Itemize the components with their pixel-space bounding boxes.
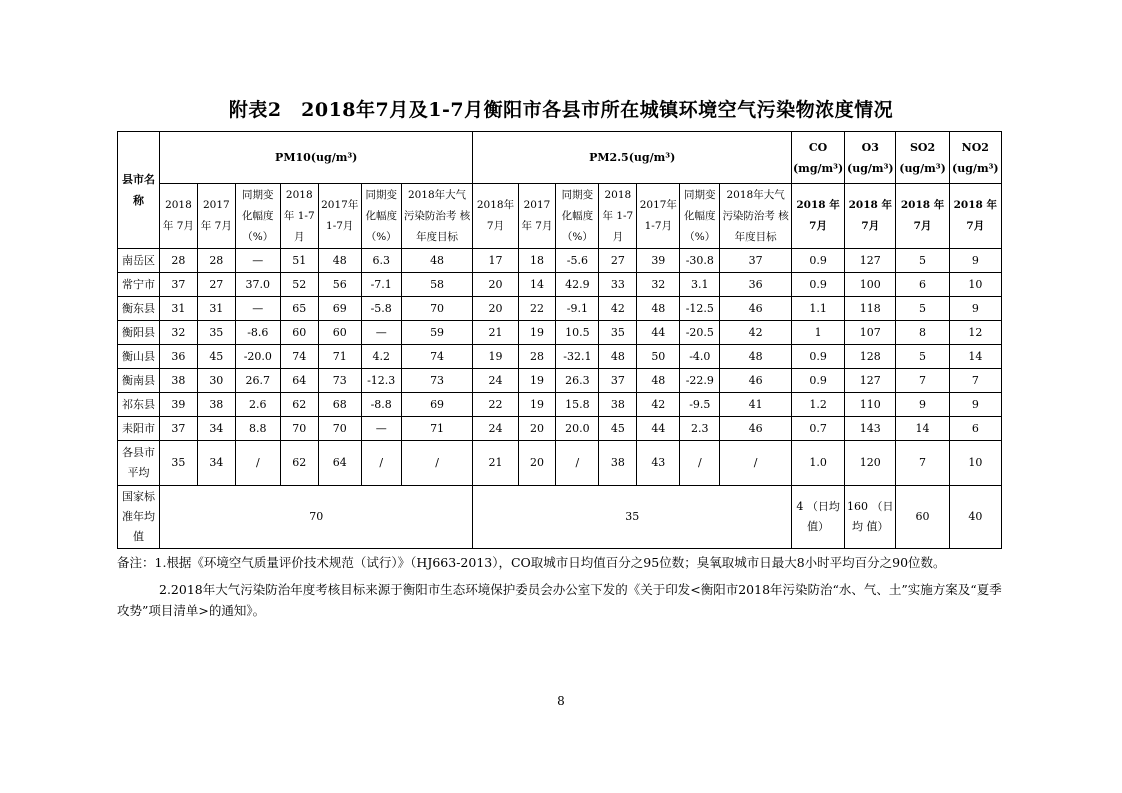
- pm10-ytd2017-header: 2017年 1-7月: [318, 184, 361, 249]
- table-cell: 5: [896, 297, 949, 321]
- table-cell: 50: [637, 345, 680, 369]
- so2-header: SO2 (ug/m³): [896, 132, 949, 184]
- table-cell: 22: [473, 393, 518, 417]
- so2-jul2018-header: 2018 年 7月: [896, 184, 949, 249]
- row-label: 南岳区: [118, 249, 160, 273]
- table-cell: 39: [159, 393, 197, 417]
- table-cell: 70: [401, 297, 473, 321]
- row-label: 耒阳市: [118, 417, 160, 441]
- table-cell: 41: [720, 393, 792, 417]
- table-cell: 24: [473, 417, 518, 441]
- pm25-target-header: 2018年大气 污染防治考 核年度目标: [720, 184, 792, 249]
- pm10-yoy-header: 同期变 化幅度 （%）: [235, 184, 280, 249]
- table-cell: 56: [318, 273, 361, 297]
- table-cell: 48: [637, 297, 680, 321]
- row-label: 衡东县: [118, 297, 160, 321]
- table-cell: 5: [896, 249, 949, 273]
- table-cell: -32.1: [556, 345, 599, 369]
- notes: [117, 552, 1007, 621]
- table-cell: 73: [318, 369, 361, 393]
- table-cell: 64: [280, 369, 318, 393]
- table-cell: 37: [599, 369, 637, 393]
- table-cell: 42: [637, 393, 680, 417]
- table-cell: 48: [401, 249, 473, 273]
- table-cell: 2.6: [235, 393, 280, 417]
- pollution-table: [117, 131, 1002, 549]
- table-cell: 74: [280, 345, 318, 369]
- table-cell: 36: [720, 273, 792, 297]
- table-cell: 62: [280, 441, 318, 486]
- table-cell: 10.5: [556, 321, 599, 345]
- table-cell: 48: [720, 345, 792, 369]
- table-cell: -8.8: [361, 393, 401, 417]
- table-cell: 8: [896, 321, 949, 345]
- table-cell: -8.6: [235, 321, 280, 345]
- table-cell: -30.8: [680, 249, 720, 273]
- pm10-jul2018-header: 2018年 7月: [159, 184, 197, 249]
- table-cell: 35: [159, 441, 197, 486]
- table-row: [118, 297, 1002, 321]
- table-cell: 45: [197, 345, 235, 369]
- table-cell: 12: [949, 321, 1001, 345]
- table-cell: 100: [845, 273, 896, 297]
- table-cell: 20: [473, 273, 518, 297]
- table-cell: 19: [518, 393, 556, 417]
- standard-pm25: 35: [473, 486, 792, 549]
- table-cell: —: [361, 417, 401, 441]
- table-cell: 1.2: [791, 393, 844, 417]
- table-cell: 36: [159, 345, 197, 369]
- note-2: 2.2018年大气污染防治年度考核目标来源于衡阳市生态环境保护委员会办公室下发的《关于印发<衡阳市2018年污染防治“水、气、土”实施方案及“夏季攻势”项目清单>的通知》。: [117, 582, 1002, 618]
- standard-so2: 60: [896, 486, 949, 549]
- table-cell: 9: [949, 249, 1001, 273]
- table-cell: -12.3: [361, 369, 401, 393]
- table-cell: 0.9: [791, 249, 844, 273]
- table-cell: 8.8: [235, 417, 280, 441]
- pm10-target-header: 2018年大气 污染防治考 核年度目标: [401, 184, 473, 249]
- table-cell: 1: [791, 321, 844, 345]
- table-cell: 7: [949, 369, 1001, 393]
- standard-no2: 40: [949, 486, 1001, 549]
- table-row: [118, 273, 1002, 297]
- table-cell: -4.0: [680, 345, 720, 369]
- table-title: 附表2 2018年7月及1-7月衡阳市各县市所在城镇环境空气污染物浓度情况: [228, 99, 894, 121]
- page-number: 8: [557, 694, 565, 708]
- table-cell: /: [361, 441, 401, 486]
- table-cell: 42: [720, 321, 792, 345]
- table-cell: 64: [318, 441, 361, 486]
- table-cell: 20.0: [556, 417, 599, 441]
- table-cell: 14: [896, 417, 949, 441]
- table-row: [118, 393, 1002, 417]
- pm10-ytd2018-header: 2018年 1-7月: [280, 184, 318, 249]
- table-cell: 35: [197, 321, 235, 345]
- table-cell: 37: [720, 249, 792, 273]
- pm10-header: PM10(ug/m³): [159, 132, 472, 184]
- pm10-yoy2-header: 同期变 化幅度 （%）: [361, 184, 401, 249]
- pm25-header: PM2.5(ug/m³): [473, 132, 792, 184]
- table-cell: 6: [896, 273, 949, 297]
- table-cell: 73: [401, 369, 473, 393]
- table-cell: 38: [599, 393, 637, 417]
- table-cell: 58: [401, 273, 473, 297]
- table-cell: 9: [949, 297, 1001, 321]
- table-cell: 42.9: [556, 273, 599, 297]
- table-cell: 27: [197, 273, 235, 297]
- table-cell: 127: [845, 369, 896, 393]
- table-cell: 7: [896, 441, 949, 486]
- table-cell: —: [361, 321, 401, 345]
- table-cell: 68: [318, 393, 361, 417]
- row-label: 衡南县: [118, 369, 160, 393]
- table-cell: 19: [518, 369, 556, 393]
- table-cell: 21: [473, 441, 518, 486]
- table-cell: 110: [845, 393, 896, 417]
- table-cell: 46: [720, 417, 792, 441]
- table-cell: /: [720, 441, 792, 486]
- table-cell: 14: [518, 273, 556, 297]
- table-cell: 118: [845, 297, 896, 321]
- pm25-jul2018-header: 2018年 7月: [473, 184, 518, 249]
- table-cell: /: [680, 441, 720, 486]
- row-label: 衡山县: [118, 345, 160, 369]
- table-cell: 7: [896, 369, 949, 393]
- table-cell: 48: [318, 249, 361, 273]
- o3-jul2018-header: 2018 年 7月: [845, 184, 896, 249]
- standard-o3: 160 （日均 值）: [845, 486, 896, 549]
- note-1: 备注：1.根据《环境空气质量评价技术规范（试行）》（HJ663-2013），CO取城市日均值百分之95位数；臭氧取城市日最大8小时平均百分之90位数。: [117, 555, 946, 570]
- table-cell: 4.2: [361, 345, 401, 369]
- no2-jul2018-header: 2018 年 7月: [949, 184, 1001, 249]
- table-cell: 1.1: [791, 297, 844, 321]
- row-label: 衡阳县: [118, 321, 160, 345]
- table-cell: 46: [720, 369, 792, 393]
- table-cell: 30: [197, 369, 235, 393]
- table-cell: —: [235, 249, 280, 273]
- table-cell: /: [235, 441, 280, 486]
- table-cell: 38: [159, 369, 197, 393]
- table-cell: 14: [949, 345, 1001, 369]
- table-cell: 28: [518, 345, 556, 369]
- table-cell: 37: [159, 273, 197, 297]
- table-cell: 1.0: [791, 441, 844, 486]
- table-row: [118, 441, 1002, 486]
- table-cell: 42: [599, 297, 637, 321]
- table-row: [118, 321, 1002, 345]
- table-cell: 69: [401, 393, 473, 417]
- pm25-jul2017-header: 2017年 7月: [518, 184, 556, 249]
- table-cell: 70: [318, 417, 361, 441]
- table-cell: 6.3: [361, 249, 401, 273]
- table-cell: 51: [280, 249, 318, 273]
- co-jul2018-header: 2018 年 7月: [791, 184, 844, 249]
- table-cell: -9.5: [680, 393, 720, 417]
- table-cell: 26.3: [556, 369, 599, 393]
- table-row: [118, 345, 1002, 369]
- table-cell: 2.3: [680, 417, 720, 441]
- standard-co: 4 （日均值）: [791, 486, 844, 549]
- table-cell: 26.7: [235, 369, 280, 393]
- table-cell: 69: [318, 297, 361, 321]
- table-cell: 6: [949, 417, 1001, 441]
- table-cell: 15.8: [556, 393, 599, 417]
- no2-header: NO2 (ug/m³): [949, 132, 1001, 184]
- co-header: CO (mg/m³): [791, 132, 844, 184]
- table-cell: 34: [197, 441, 235, 486]
- table-cell: 43: [637, 441, 680, 486]
- table-cell: 45: [599, 417, 637, 441]
- table-cell: 19: [473, 345, 518, 369]
- table-cell: 34: [197, 417, 235, 441]
- table-cell: 35: [599, 321, 637, 345]
- table-cell: 39: [637, 249, 680, 273]
- table-cell: 31: [197, 297, 235, 321]
- standard-row-label: 国家标 准年均 值: [118, 486, 160, 549]
- table-cell: 44: [637, 321, 680, 345]
- table-cell: 60: [280, 321, 318, 345]
- table-body: [118, 249, 1002, 486]
- pm10-jul2017-header: 2017年 7月: [197, 184, 235, 249]
- table-cell: -5.8: [361, 297, 401, 321]
- pm25-ytd2017-header: 2017年 1-7月: [637, 184, 680, 249]
- table-cell: -7.1: [361, 273, 401, 297]
- table-cell: 20: [518, 417, 556, 441]
- table-row: [118, 417, 1002, 441]
- table-cell: -12.5: [680, 297, 720, 321]
- table-cell: 59: [401, 321, 473, 345]
- table-cell: 28: [197, 249, 235, 273]
- table-cell: 0.9: [791, 273, 844, 297]
- table-cell: 10: [949, 273, 1001, 297]
- table-cell: 22: [518, 297, 556, 321]
- table-cell: 9: [949, 393, 1001, 417]
- table-cell: /: [401, 441, 473, 486]
- table-cell: 21: [473, 321, 518, 345]
- table-cell: -20.0: [235, 345, 280, 369]
- table-cell: 20: [473, 297, 518, 321]
- table-cell: 71: [401, 417, 473, 441]
- table-cell: 32: [159, 321, 197, 345]
- table-cell: 33: [599, 273, 637, 297]
- table-row: [118, 249, 1002, 273]
- table-cell: 3.1: [680, 273, 720, 297]
- table-cell: 24: [473, 369, 518, 393]
- table-cell: 27: [599, 249, 637, 273]
- table-cell: 44: [637, 417, 680, 441]
- table-cell: 60: [318, 321, 361, 345]
- table-cell: 70: [280, 417, 318, 441]
- table-cell: 20: [518, 441, 556, 486]
- table-cell: 48: [637, 369, 680, 393]
- table-cell: 0.7: [791, 417, 844, 441]
- table-cell: 143: [845, 417, 896, 441]
- table-cell: 128: [845, 345, 896, 369]
- table-cell: 37.0: [235, 273, 280, 297]
- row-label: 祁东县: [118, 393, 160, 417]
- table-cell: -9.1: [556, 297, 599, 321]
- table-cell: 38: [197, 393, 235, 417]
- table-cell: 52: [280, 273, 318, 297]
- table-cell: 28: [159, 249, 197, 273]
- table-cell: 107: [845, 321, 896, 345]
- table-cell: -22.9: [680, 369, 720, 393]
- table-cell: 127: [845, 249, 896, 273]
- row-label: 各县市 平均: [118, 441, 160, 486]
- table-cell: 18: [518, 249, 556, 273]
- pm25-yoy2-header: 同期变 化幅度 （%）: [680, 184, 720, 249]
- table-cell: —: [235, 297, 280, 321]
- table-cell: 9: [896, 393, 949, 417]
- table-cell: -20.5: [680, 321, 720, 345]
- pm25-ytd2018-header: 2018年 1-7月: [599, 184, 637, 249]
- table-cell: 32: [637, 273, 680, 297]
- row-label: 常宁市: [118, 273, 160, 297]
- table-cell: 62: [280, 393, 318, 417]
- table-cell: 38: [599, 441, 637, 486]
- pm25-yoy-header: 同期变 化幅度 （%）: [556, 184, 599, 249]
- standard-pm10: 70: [159, 486, 472, 549]
- table-cell: 10: [949, 441, 1001, 486]
- table-cell: 31: [159, 297, 197, 321]
- table-cell: 19: [518, 321, 556, 345]
- table-cell: 71: [318, 345, 361, 369]
- table-cell: 5: [896, 345, 949, 369]
- table-cell: 48: [599, 345, 637, 369]
- table-row: [118, 369, 1002, 393]
- table-cell: /: [556, 441, 599, 486]
- table-cell: 17: [473, 249, 518, 273]
- o3-header: O3 (ug/m³): [845, 132, 896, 184]
- table-cell: 65: [280, 297, 318, 321]
- county-header: 县市名称: [118, 132, 160, 249]
- table-cell: 37: [159, 417, 197, 441]
- table-cell: 46: [720, 297, 792, 321]
- table-cell: 0.9: [791, 345, 844, 369]
- table-cell: 120: [845, 441, 896, 486]
- table-cell: 74: [401, 345, 473, 369]
- table-cell: 0.9: [791, 369, 844, 393]
- table-cell: -5.6: [556, 249, 599, 273]
